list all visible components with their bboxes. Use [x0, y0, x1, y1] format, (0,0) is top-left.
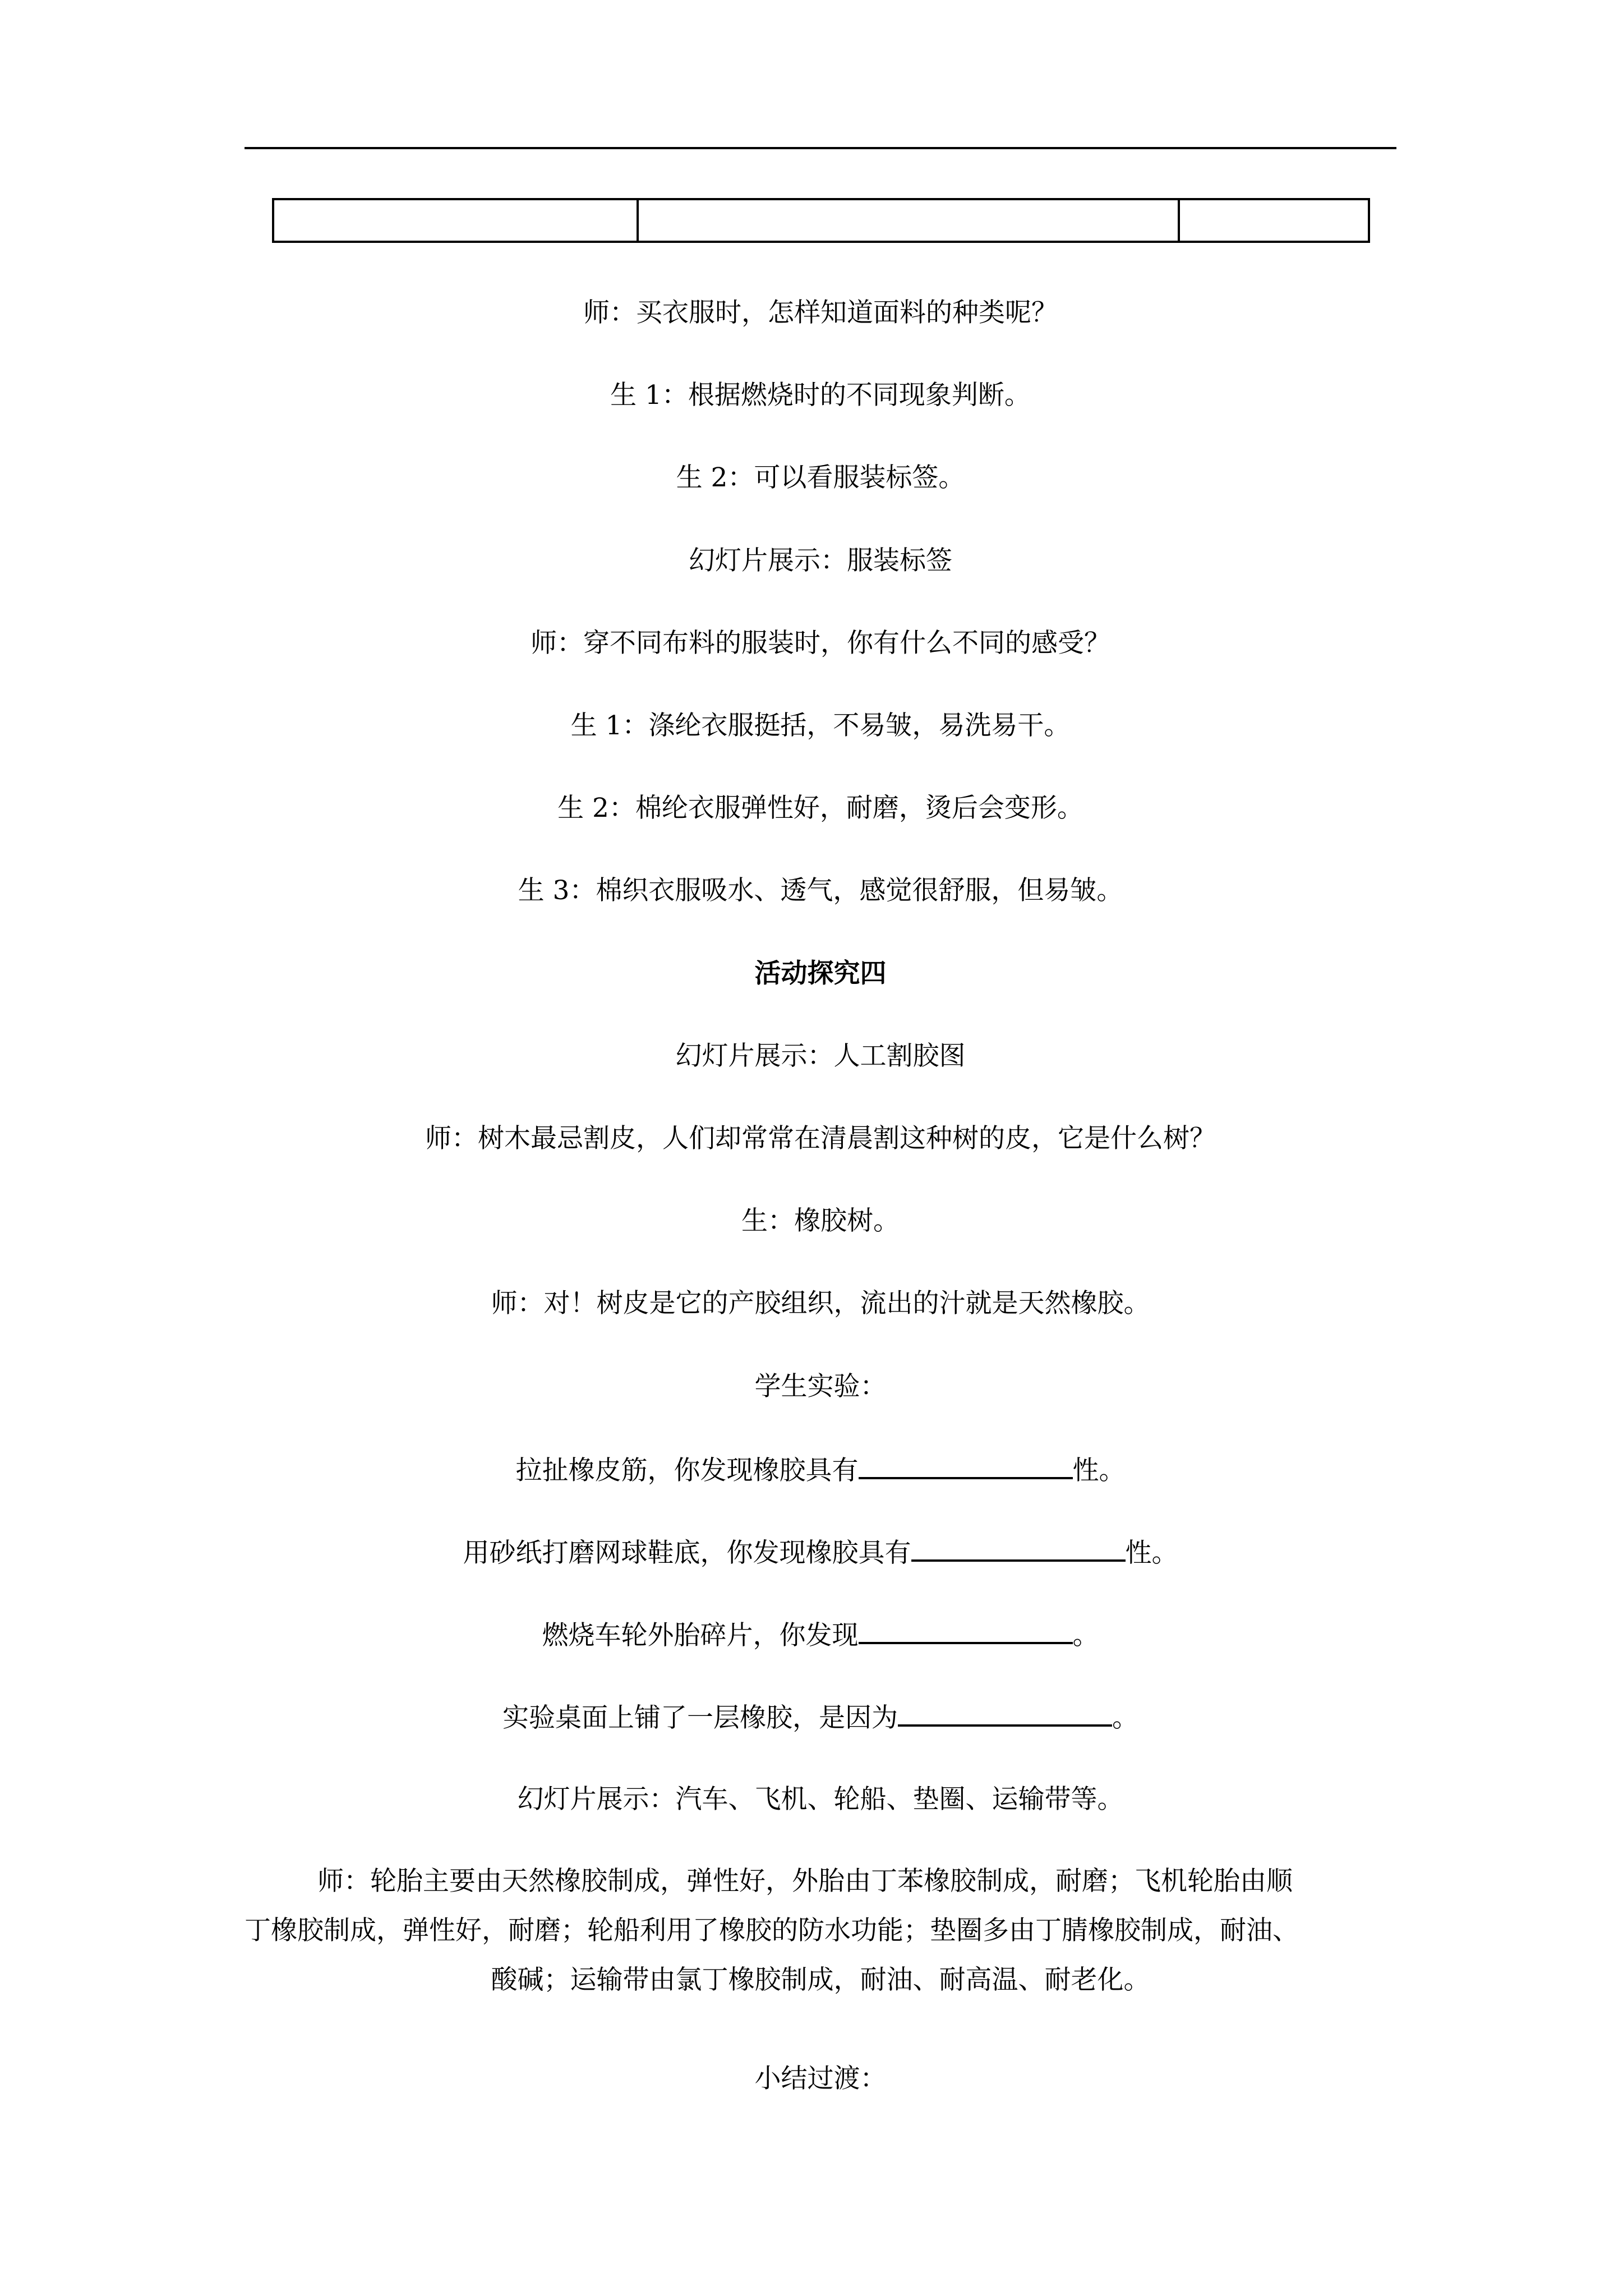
answer-blank [859, 1617, 1073, 1644]
header-rule [245, 147, 1396, 149]
dialogue-line: 师：对！树皮是它的产胶组织，流出的汁就是天然橡胶。 [491, 1288, 1150, 1319]
fill-blank-question [245, 1535, 1396, 1570]
paragraph-line: 师：轮胎主要由天然橡胶制成，弹性好，外胎由丁苯橡胶制成，耐磨；飞机轮胎由顺 [317, 1866, 1293, 1897]
fill-blank-question [245, 1700, 1396, 1735]
answer-blank [859, 1452, 1073, 1479]
section-heading: 活动探究四 [754, 958, 887, 989]
table-cell [638, 199, 1179, 242]
paragraph-line: 酸碱；运输带由氯丁橡胶制成，耐油、耐高温、耐老化。 [491, 1964, 1150, 1995]
fill-blank-question [245, 1452, 1396, 1488]
slide-note: 幻灯片展示：汽车、飞机、轮船、垫圈、运输带等。 [517, 1784, 1124, 1815]
experiment-label: 学生实验： [754, 1371, 887, 1402]
question-text: 拉扯橡皮筋，你发现橡胶具有 [515, 1455, 859, 1486]
slide-note: 幻灯片展示：服装标签 [689, 545, 952, 576]
dialogue-line: 师：树木最忌割皮，人们却常常在清晨割这种树的皮，它是什么树？ [425, 1123, 1216, 1154]
question-text: 燃烧车轮外胎碎片，你发现 [542, 1620, 859, 1651]
table-row [273, 199, 1369, 242]
summary-label: 小结过渡： [754, 2063, 887, 2094]
dialogue-line: 生 3：棉织衣服吸水、透气，感觉很舒服，但易皱。 [518, 875, 1123, 906]
question-text: 用砂纸打磨网球鞋底，你发现橡胶具有 [463, 1538, 911, 1568]
answer-blank [898, 1700, 1112, 1727]
dialogue-line: 师：穿不同布料的服装时，你有什么不同的感受？ [531, 628, 1110, 659]
question-text: 实验桌面上铺了一层橡胶，是因为 [502, 1703, 898, 1733]
dialogue-line: 生 1：涤纶衣服挺括，不易皱，易洗易干。 [570, 710, 1071, 741]
dialogue-line: 生 2：可以看服装标签。 [676, 462, 965, 493]
paragraph-line: 丁橡胶制成，弹性好，耐磨；轮船利用了橡胶的防水功能；垫圈多由丁腈橡胶制成，耐油、 [245, 1915, 1299, 1946]
answer-blank [911, 1535, 1126, 1562]
slide-note: 幻灯片展示：人工割胶图 [675, 1041, 966, 1071]
dialogue-line: 生 2：棉纶衣服弹性好，耐磨，烫后会变形。 [557, 793, 1083, 823]
fill-blank-question [245, 1617, 1396, 1653]
dialogue-line: 生：橡胶树。 [741, 1205, 900, 1236]
table-cell [1179, 199, 1369, 242]
table-cell [273, 199, 638, 242]
question-text: 。 [1072, 1620, 1099, 1651]
teacher-paragraph [245, 1857, 1396, 2005]
question-text: 性。 [1125, 1538, 1178, 1568]
dialogue-line: 师：买衣服时，怎样知道面料的种类呢？ [583, 297, 1058, 328]
question-text: 性。 [1072, 1455, 1126, 1486]
question-text: 。 [1112, 1703, 1138, 1733]
empty-table [272, 198, 1370, 243]
dialogue-line: 生 1：根据燃烧时的不同现象判断。 [610, 380, 1031, 411]
